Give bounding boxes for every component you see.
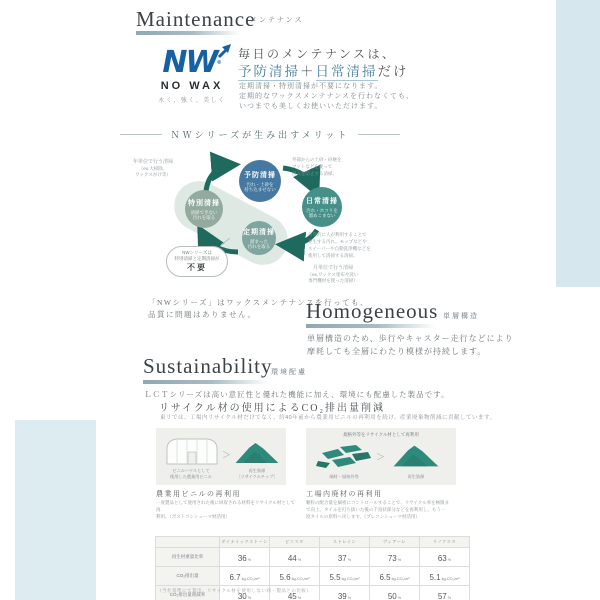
table-col-header: ピコスタ — [270, 537, 320, 548]
panel-agricultural-vinyl — [156, 428, 286, 485]
table-cell: 57% — [420, 586, 470, 600]
table-corner-cell — [156, 537, 220, 548]
preventive-cleaning-term: 予防清掃 — [238, 64, 300, 79]
circle-periodic-cleaning: 定期清掃 溜まった 汚れを取る — [242, 221, 276, 255]
registered-mark: ® — [216, 60, 222, 66]
merit-header-label: ＮＷシリーズが生み出すメリット — [170, 130, 350, 140]
table-cell: 6.7kg-CO₂/m² — [220, 567, 270, 586]
table-row-label: 再生材重量比率 — [156, 548, 220, 567]
source-label: 端材・規格外等 — [329, 474, 359, 479]
recycled-chip-pile-icon — [234, 440, 280, 466]
sustainability-title: Sustainability — [143, 354, 273, 378]
decor-block-left — [15, 420, 96, 600]
homogeneous-title-underline — [306, 324, 436, 328]
table-cell: 36% — [220, 548, 270, 567]
sustainability-lead-text: ＬＣＴシリーズは高い意匠性と優れた機能に加え、環境にも配慮した製品です。 — [144, 390, 450, 399]
table-cell: 44% — [270, 548, 320, 567]
source-label: ビニルハウスとして 使用した農業用ビニル — [170, 468, 212, 479]
table-cell: 5.1kg-CO₂/m² — [420, 567, 470, 586]
sustainability-title-underline — [143, 380, 269, 384]
table-row — [156, 548, 470, 567]
maintenance-title-underline — [136, 31, 240, 35]
note-yearly-cleaning: 年単位で行う清掃 （ex.大掃除、 ワックスがけ等） — [132, 159, 173, 177]
recycled-chip-pile-icon — [392, 443, 440, 469]
no-wax-label: NO WAX — [160, 80, 224, 92]
chevron-right-icon: ＞ — [222, 450, 232, 460]
tile-scraps-icon — [316, 443, 372, 469]
maintenance-body-text: 定期清掃・特別清掃が不要になります。 定期的なワックスメンテナンスを行わなくても、 いつまでも美しくお使いいただけます。 — [239, 83, 415, 110]
arrow-up-icon — [216, 43, 232, 59]
table-cell: 5.6kg-CO₂/m² — [270, 567, 320, 586]
table-footnote: （当社基準にて算出。リサイクル材を使用しない同一製品との比較） — [157, 588, 312, 593]
table-col-header: ヴィアーレ — [370, 537, 420, 548]
maintenance-title-kana: メンテナンス — [250, 17, 304, 24]
panel-factory-scrap — [306, 428, 456, 485]
table-col-header: リノクスタ — [420, 537, 470, 548]
table-row-label: CO₂排出量削減率 — [156, 586, 220, 600]
merit-header — [60, 128, 460, 141]
homogeneous-title: Homogeneous — [306, 299, 439, 323]
maintenance-closing-text: 「NWシリーズ」はワックスメンテナンスを行っても、 品質に問題はありません。 — [148, 298, 370, 319]
circle-preventive-cleaning: 予防清掃 汚れ・土砂を 持ち込ませない — [239, 160, 281, 202]
table-cell: 6.5kg-CO₂/m² — [370, 567, 420, 586]
greenhouse-icon — [164, 436, 220, 466]
panel-title: 規格外等をリサイクル材として再利用 — [343, 432, 419, 437]
decor-block-right — [556, 0, 600, 287]
table-cell: 63% — [420, 548, 470, 567]
rule-left — [120, 134, 162, 135]
table-cell: 73% — [370, 548, 420, 567]
caption-agricultural-vinyl-title: 農業用ビニルの再利用 — [156, 490, 241, 498]
not-needed-bubble: NWシリーズは 特別清掃と定期清掃が 不要 — [166, 246, 228, 277]
table-col-header: ストレイン — [320, 537, 370, 548]
table-cell: 37% — [320, 548, 370, 567]
homogeneous-title-kana: 単層構造 — [443, 313, 479, 320]
table-header-row — [156, 537, 470, 548]
note-preventive-cleaning: 外部からの土砂・砂塵を マットなどを使って 侵入を防止する清掃。 — [292, 157, 342, 176]
circle-special-cleaning: 特別清掃 清掃できない 汚れを取る — [185, 190, 223, 228]
maintenance-lead-line2: 予防清掃＋日常清掃だけ — [238, 64, 409, 79]
maintenance-lead-line1: 毎日のメンテナンスは、 — [238, 47, 397, 61]
note-daily-cleaning: 日常的に人が利用することで 発生する汚れ。モップなどや スイーパーや自動洗浄機などを 使用して清掃する清掃。 — [308, 232, 371, 258]
maintenance-title: Maintenance — [136, 7, 256, 31]
table-cell: 39% — [320, 586, 370, 600]
circle-daily-cleaning: 日常清掃 汚れ・ホコリを 溜めこまない — [302, 187, 342, 227]
recycle-subheading: リサイクル材の使用によるCO₂排出量削減 — [159, 403, 385, 414]
result-label: 再生資源 ［リサイクルチップ］ — [236, 468, 278, 479]
table-cell: 5.5kg-CO₂/m² — [320, 567, 370, 586]
nw-logo-mark: NW® — [162, 50, 221, 76]
no-wax-logo — [152, 45, 232, 104]
table-row-label: CO₂排出量 — [156, 567, 220, 586]
caption-factory-scrap-body: 顆粒の配合量を細密にコントロールすることで、リサイクル率を極限ま で向上。タイルを打ち抜いた後の千鳥状部分などを再利用し、もう一 度タイルの原料へ戻します。（プレコンシューマ材活用） — [306, 500, 450, 519]
result-label: 再生資源 — [407, 474, 425, 479]
table-row — [156, 567, 470, 586]
table-cell: 45% — [270, 586, 320, 600]
table-cell: 50% — [370, 586, 420, 600]
sustainability-title-kana: 環境配慮 — [271, 369, 307, 376]
caption-agricultural-vinyl-body: 一度製品として使用された後に回収される材料をリサイクル材として再 利用。（ポストコンシューマ材活用） — [156, 500, 295, 519]
note-monthly-cleaning: 月単位で行う清掃 （ex.ワックス塗布や洗い 専門機材を使った清掃） — [307, 265, 359, 283]
table-col-header: ダイナミックストーン — [220, 537, 270, 548]
daily-cleaning-term: 日常清掃 — [315, 64, 378, 79]
recycle-subtext: 東リでは、工場内リサイクル材だけでなく、約40年前から農業用ビニルの再利用を続け、産業廃棄物削減に貢献しています。 — [160, 415, 496, 421]
homogeneous-body-text: 単層構造のため、歩行やキャスター走行などにより 摩耗しても全層にわたり模様が持続します。 — [307, 334, 514, 356]
caption-factory-scrap-title: 工場内廃材の再利用 — [306, 490, 383, 498]
rule-right — [358, 134, 400, 135]
chevron-right-icon: ＞ — [376, 452, 386, 462]
table-cell: 30% — [220, 586, 270, 600]
logo-tagline: 永く、強く、美しく — [158, 98, 226, 104]
